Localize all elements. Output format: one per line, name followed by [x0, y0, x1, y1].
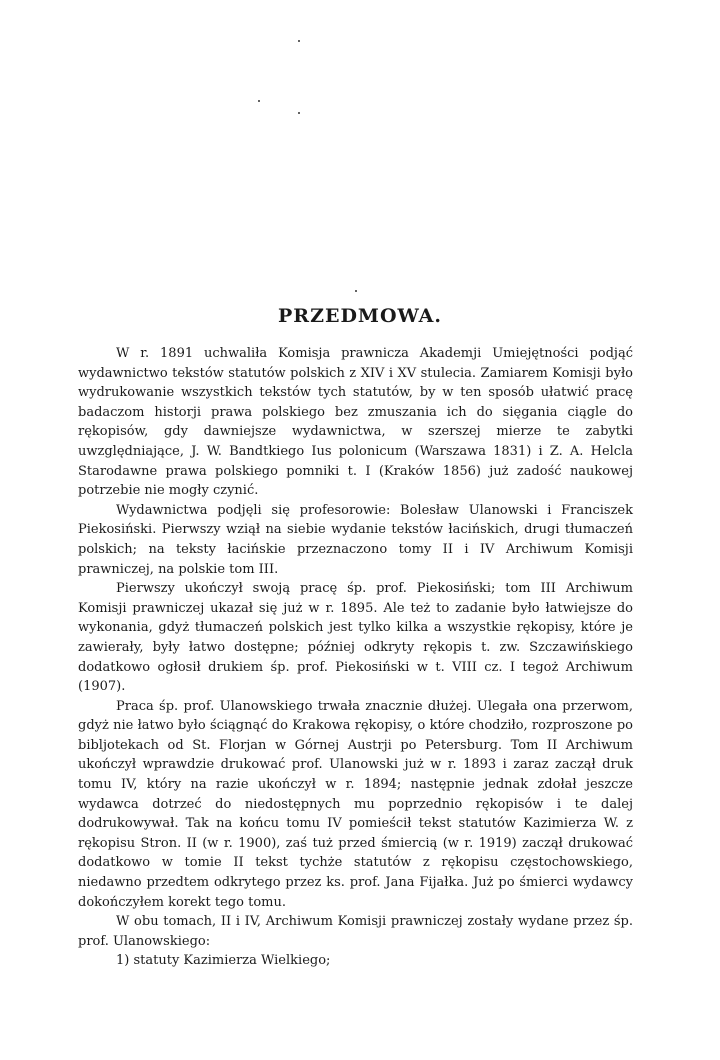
paragraph: Pierwszy ukończył swoją pracę śp. prof. Piekosiński; tom III Archiwum Komisji prawniczej ukazał się już w r. 1895. Ale też to zadanie było łatwiejsze do wykonania, gdyż tłumaczeń polskich jest tylko kilka a wszystkie rękopisy, które je zawierały, były łatwo dostępne; później odkryty rękopis t. zw. Szczawińskiego dodatkowo ogłosił drukiem śp. prof. Piekosiński w t. VIII cz. I tegoż Archiwum (1907). — [78, 581, 633, 695]
paragraph: W obu tomach, II i IV, Archiwum Komisji prawniczej zostały wydane przez śp. prof. Ulanowskiego: — [78, 914, 633, 949]
paragraph: Praca śp. prof. Ulanowskiego trwała znacznie dłużej. Ulegała ona przerwom, gdyż nie łatwo było ściągnąć do Krakowa rękopisy, o które chodziło, rozproszone po bibljotekach od St. Florjan w Górnej Austrji po Petersburg. Tom II Archiwum ukończył wprawdzie drukować prof. Ulanowski już w r. 1893 i zaraz zaczął druk tomu IV, który na razie ukończył w r. 1894; następnie jednak zdołał jeszcze wydawca dotrzeć do niedostępnych mu poprzednio rękopisów i te dalej dodrukowywał. Tak na końcu tomu IV pomieścił tekst statutów Kazimierza W. z rękopisu Stron. II (w r. 1900), zaś tuż przed śmiercią (w r. 1919) zaczął drukować dodatkowo w tomie II tekst tychże statutów z rękopisu częstochowskiego, niedawno przedtem odkrytego przez ks. prof. Jana Fijałka. Już po śmierci wydawcy dokończyłem korekt tego tomu. — [78, 698, 633, 910]
body-text — [78, 344, 633, 971]
paragraph: W r. 1891 uchwaliła Komisja prawnicza Akademji Umiejętności podjąć wydawnictwo tekstów statutów polskich z XIV i XV stulecia. Zamiarem Komisji było wydrukowanie wszystkich tekstów tych statutów, by w ten sposób ułatwić pracę badaczom historji prawa polskiego bez zmuszania ich do sięgania ciągle do rękopisów, gdy dawniejsze wydawnictwa, w szerszej mierze te zabytki uwzględniające, J. W. Bandtkiego Ius polonicum (Warszawa 1831) i Z. A. Helcla Starodawne prawa polskiego pomniki t. I (Kraków 1856) już zadość naukowej potrzebie nie mogły czynić. — [78, 346, 633, 499]
paragraph: Wydawnictwa podjęli się profesorowie: Bolesław Ulanowski i Franciszek Piekosiński. Pierwszy wziął na siebie wydanie tekstów łacińskich, drugi tłumaczeń polskich; na teksty łacińskie przeznaczono tomy II i IV Archiwum Komisji prawniczej, na polskie tom III. — [78, 502, 633, 577]
list-item: 1) statuty Kazimierza Wielkiego; — [116, 953, 331, 969]
margin-speck — [355, 290, 357, 292]
margin-speck — [258, 100, 260, 102]
margin-speck — [298, 40, 300, 42]
margin-speck — [298, 112, 300, 114]
page-heading: PRZEDMOWA. — [278, 305, 442, 327]
